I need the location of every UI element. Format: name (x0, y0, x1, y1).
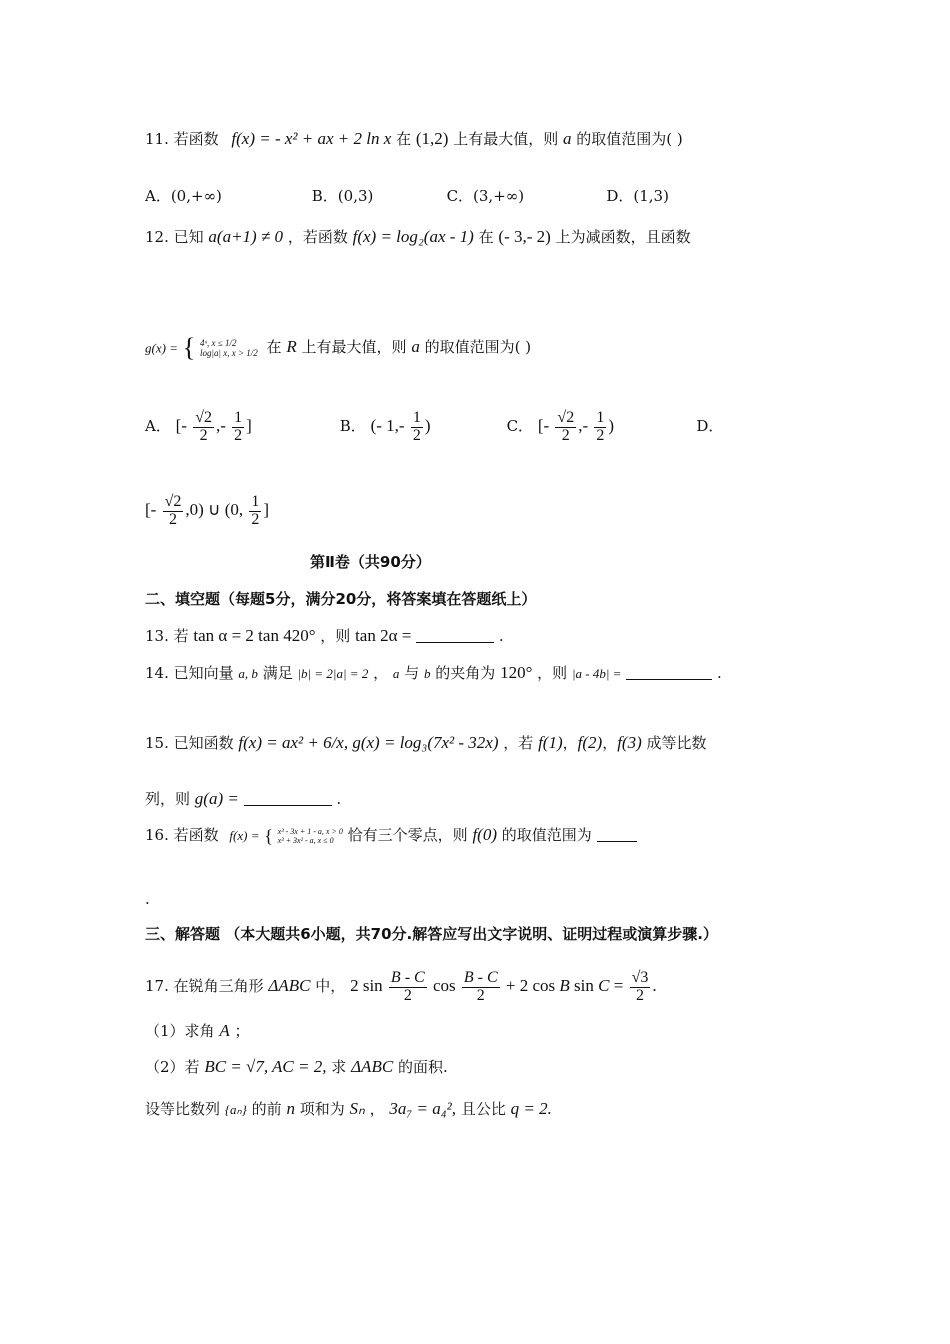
question-12 (145, 228, 691, 245)
q14-vector-a: a (392, 666, 400, 681)
q18-sequence: {aₙ} (224, 1102, 247, 1117)
q12-option-b-label: B． (339, 417, 366, 436)
q12-interval: (- 3,- 2) (498, 227, 551, 246)
q14-angle: 120° (500, 663, 533, 682)
q14-number: 14. 已知向量 (145, 664, 234, 682)
q15-text: 列，则 (145, 790, 191, 808)
q18-text: 设等比数列 (145, 1100, 221, 1118)
q12-real-set: R (286, 337, 297, 356)
q15-functions: f(x) = ax² + 6/x, g(x) = log₃(7x² - 32x) (238, 733, 499, 752)
q18-n: n (286, 1099, 295, 1118)
q12-options (145, 410, 723, 445)
question-11 (145, 130, 683, 147)
q17-text: 求 (331, 1058, 347, 1076)
q16-number: 16. 若函数 (145, 826, 219, 844)
fraction: $\frac{1}{2}$ (234, 409, 243, 444)
q16-f-label: f(x) = (229, 828, 260, 843)
q12-option-c-value: [- $\frac{√2}{2}$ ,- $\frac{1}{2}$ ) (537, 409, 615, 444)
q15-f2: f(2) (577, 733, 603, 752)
q18-ratio: q = 2. (510, 1099, 552, 1118)
q12-function: f(x) = log₂(ax - 1) (352, 227, 474, 246)
q12-number: 12. 已知 (145, 228, 204, 246)
q15-f3: f(3) (617, 733, 642, 752)
q15-text: 成等比数 (646, 734, 707, 752)
q11-text: 上有最大值，则 (453, 130, 559, 148)
q12-condition: a(a+1) ≠ 0 (208, 227, 284, 246)
q13-expression-2: tan 2α = (355, 626, 412, 645)
q12-text: ，若函数 (287, 228, 348, 246)
brace-symbol: { (182, 333, 196, 362)
q13-text: . (498, 627, 504, 645)
fraction: $\frac{√3}{2}$ (631, 969, 649, 1004)
q12-option-d-label: D． (696, 417, 724, 436)
q14-expression: |a - 4b| = (571, 666, 622, 681)
q17-text: （2）若 (145, 1058, 200, 1076)
q15-f1: f(1) (538, 733, 563, 752)
q17-equation: 2 sin $\frac{B - C}{2}$ cos $\frac{B - C}{2}$ + 2 cos B sin C = $\frac{√3}{2}$ . (350, 969, 657, 1004)
q12-g-piece-2: log|a| x, x > 1/2 (200, 348, 258, 358)
q11-option-c: C．(3,+∞) (446, 187, 525, 205)
q11-option-b: B．(0,3) (311, 187, 374, 205)
q14-condition: |b| = 2|a| = 2 (297, 666, 369, 681)
q12-g-label: g(x) = (145, 340, 178, 356)
q16-trailing-dot: . (145, 890, 150, 908)
q14-text: ，则 (537, 664, 568, 682)
q12-option-d-value (145, 494, 269, 529)
q18-text: 项和为 (299, 1100, 345, 1118)
q12-text: 的取值范围为( ) (424, 338, 532, 356)
fraction: $\frac{√2}{2}$ (164, 493, 182, 528)
q14-vector-b: b (423, 666, 431, 681)
q12-text: 上为减函数，且函数 (555, 228, 691, 246)
question-16 (145, 826, 637, 845)
answer-blank[interactable] (626, 665, 712, 680)
volume-title: 第Ⅱ卷（共90分） (310, 553, 431, 571)
q12-option-b (340, 410, 502, 445)
q17-text: （1）求角 (145, 1022, 215, 1040)
q11-function: f(x) = - x² + ax + 2 ln x (231, 129, 392, 148)
q13-text: ，则 (320, 627, 351, 645)
q12-g-piece-1: 4ˣ, x ≤ 1/2 (200, 337, 237, 348)
q14-text: ， (373, 664, 389, 682)
q14-text: . (717, 664, 722, 682)
q13-number: 13. 若 (145, 627, 189, 645)
q18-condition: 3a₇ = a₄², (389, 1099, 457, 1118)
q16-f0: f(0) (472, 825, 497, 844)
q12-option-d-math: [- $\frac{√2}{2}$ ,0) ∪ (0, $\frac{1}{2}$ ] (145, 493, 270, 528)
q12-text: 在 (266, 338, 282, 356)
q17-text: ； (234, 1022, 250, 1040)
q11-number: 11. 若函数 (145, 130, 219, 148)
q14-vectors: a, b (238, 666, 258, 681)
q12-g-piecewise (200, 338, 258, 359)
q17-triangle: ΔABC (351, 1057, 394, 1076)
q16-text: 恰有三个零点，则 (347, 826, 468, 844)
answer-blank[interactable] (416, 628, 494, 643)
q15-number: 15. 已知函数 (145, 734, 234, 752)
question-13 (145, 627, 504, 644)
section-3-title: 三、解答题 （本大题共6小题，共70分.解答应写出文字说明、证明过程或演算步骤.） (145, 925, 718, 943)
q14-text: 满足 (262, 664, 293, 682)
q16-piece-1: x³ - 3x + 1 - a, x > 0 (277, 826, 343, 836)
q15-text: ，若 (503, 734, 534, 752)
q17-condition: BC = √7, AC = 2, (204, 1057, 327, 1076)
q17-triangle: ΔABC (268, 976, 311, 996)
q11-option-d: D．(1,3) (606, 187, 669, 205)
question-15: 15. 已知函数 f(x) = ax² + 6/x, g(x) = log₃(7x² - 32x) ，若 f(1)，f(2)，f(3) 成等比数 (145, 733, 707, 752)
q14-text: 与 (404, 664, 420, 682)
q18-text: ， (369, 1100, 385, 1118)
q17-part-1 (145, 1022, 250, 1039)
q16-piecewise (278, 827, 343, 845)
answer-blank[interactable] (244, 791, 332, 806)
section-2-title: 二、填空题（每题5分，满分20分，将答案填在答题纸上） (145, 590, 537, 608)
q15-text: . (336, 790, 342, 808)
q12-g-line (145, 335, 531, 361)
q18-text: 的前 (251, 1100, 282, 1118)
fraction: $\frac{B - C}{2}$ (390, 969, 425, 1004)
q11-options (145, 189, 669, 204)
question-17 (145, 970, 657, 1005)
question-18 (145, 1100, 552, 1117)
q12-option-b-value: (- 1,- $\frac{1}{2}$ ) (370, 409, 431, 444)
fraction: $\frac{1}{2}$ (251, 493, 260, 528)
q12-variable: a (411, 337, 420, 356)
q16-text: 的取值范围为 (501, 826, 592, 844)
q18-sum: Sₙ (349, 1099, 365, 1118)
fraction: $\frac{√2}{2}$ (557, 409, 575, 444)
q12-option-a (145, 410, 335, 445)
q16-piece-2: x³ + 3x² - a, x ≤ 0 (277, 836, 334, 845)
q15-g-of-a: g(a) = (194, 789, 239, 808)
brace-symbol: { (264, 826, 273, 846)
q12-text: 在 (478, 228, 494, 246)
q11-variable: a (563, 129, 572, 148)
q11-text: 的取值范围为( ) (576, 130, 683, 148)
q17-angle-a: A (219, 1021, 230, 1040)
q17-part-2 (145, 1058, 448, 1075)
fraction: $\frac{B - C}{2}$ (463, 969, 498, 1004)
question-14 (145, 664, 722, 681)
fraction: $\frac{1}{2}$ (596, 409, 605, 444)
q12-option-c-label: C． (506, 417, 534, 436)
q17-number: 17. 在锐角三角形 (145, 977, 264, 996)
q12-text: 上有最大值，则 (301, 338, 407, 356)
q17-text: 的面积. (397, 1058, 448, 1076)
q15-line-2 (145, 790, 341, 807)
q12-option-a-value: [- $\frac{√2}{2}$ ,- $\frac{1}{2}$ ] (175, 409, 252, 444)
q14-text: 的夹角为 (435, 664, 496, 682)
q12-option-c (507, 410, 692, 445)
q17-text: 中， (315, 977, 346, 996)
q11-text: 在 (396, 130, 412, 148)
fraction: $\frac{√2}{2}$ (195, 409, 212, 444)
answer-blank[interactable] (597, 827, 637, 842)
q13-expression: tan α = 2 tan 420° (193, 626, 316, 645)
fraction: $\frac{1}{2}$ (412, 409, 421, 444)
q11-option-a: A．(0,+∞) (145, 187, 222, 205)
q18-text: 且公比 (460, 1100, 506, 1118)
q12-option-a-label: A． (145, 417, 171, 436)
q11-interval: (1,2) (415, 129, 449, 148)
